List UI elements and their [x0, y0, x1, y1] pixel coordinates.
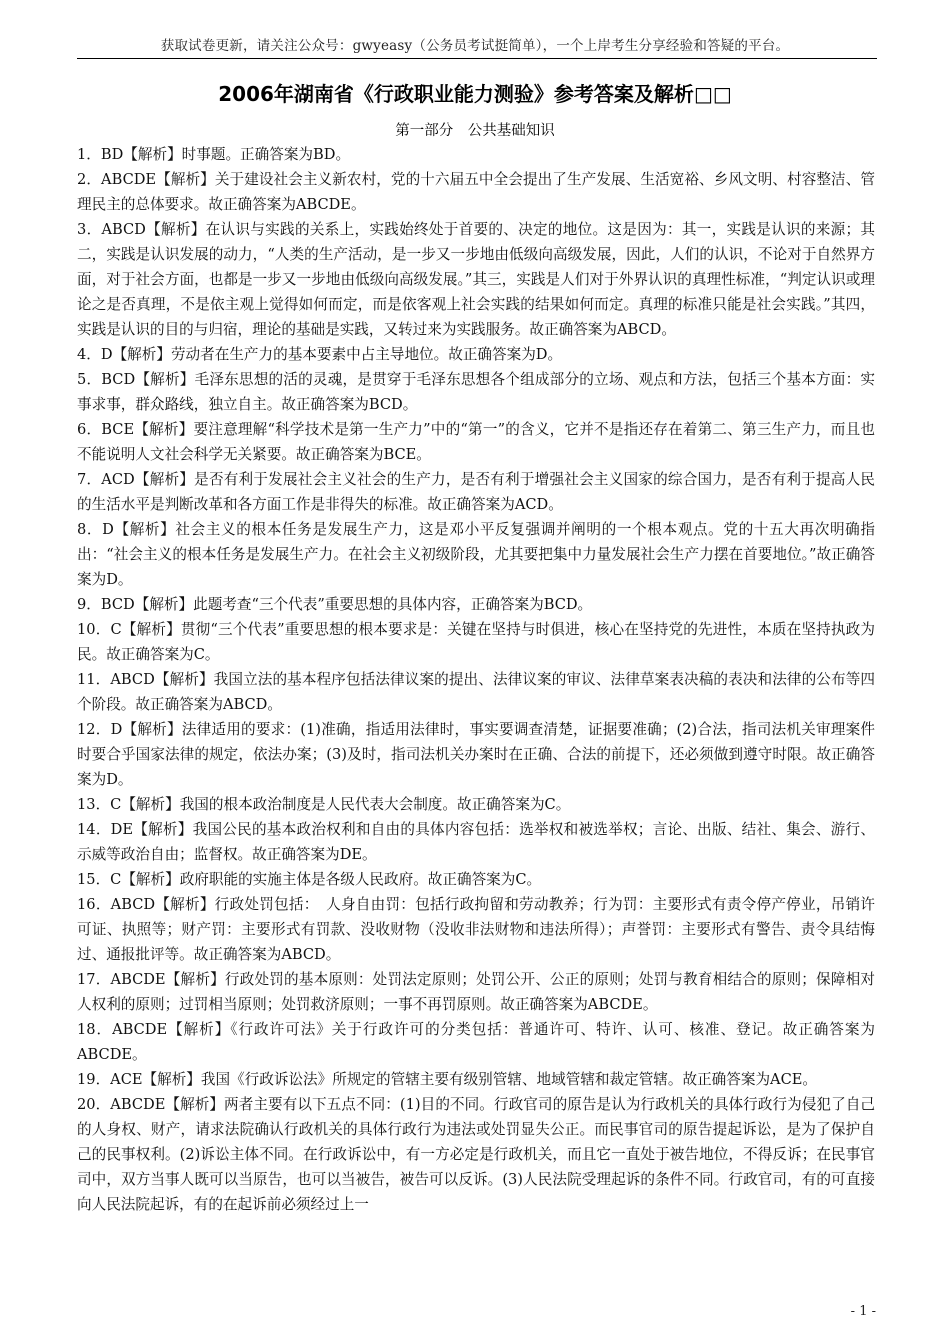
answer-item-1: 1．BD【解析】时事题。正确答案为BD。 [77, 146, 351, 163]
page-title [0, 78, 950, 107]
answer-item-3: 3．ABCD【解析】在认识与实践的关系上，实践始终处于首要的、决定的地位。这是因为：其一，实践是认识的来源；其二，实践是认识发展的动力，“人类的生产活动，是一步又一步地由低级向高级发展，因此，人们的认识，不论对于自然界方面，对于社会方面，也都是一步又一步地由低级向高级发展。”其三，实践是人们对于外界认识的真理性标准，“判定认识或理论之是否真理，不是依主观上觉得如何而定，而是依客观上社会实践的结果如何而定。真理的标准只能是社会实践。”其四，实践是认识的目的与归宿，理论的基础是实践，又转过来为实践服务。故正确答案为ABCD。 [77, 221, 875, 338]
answer-item-15: 15．C【解析】政府职能的实施主体是各级人民政府。故正确答案为C。 [77, 871, 542, 888]
answer-item-10: 10．C【解析】贯彻“三个代表”重要思想的根本要求是：关键在坚持与时俱进，核心在坚持党的先进性，本质在坚持执政为民。故正确答案为C。 [77, 621, 875, 663]
answer-item-17: 17．ABCDE【解析】行政处罚的基本原则：处罚法定原则；处罚公开、公正的原则；处罚与教育相结合的原则；保障相对人权利的原则；过罚相当原则；处罚救济原则；一事不再罚原则。故正确答案为ABCDE。 [77, 971, 875, 1013]
answer-item-11: 11．ABCD【解析】我国立法的基本程序包括法律议案的提出、法律议案的审议、法律草案表决稿的表决和法律的公布等四个阶段。故正确答案为ABCD。 [77, 671, 875, 713]
answer-item-14: 14．DE【解析】我国公民的基本政治权利和自由的具体内容包括：选举权和被选举权；言论、出版、结社、集会、游行、示威等政治自由；监督权。故正确答案为DE。 [77, 821, 875, 863]
answer-item-12: 12．D【解析】法律适用的要求：(1)准确，指适用法律时，事实要调查清楚，证据要准确；(2)合法，指司法机关审理案件时要合乎国家法律的规定，依法办案；(3)及时，指司法机关办案时在正确、合法的前提下，还必须做到遵守时限。故正确答案为D。 [77, 721, 875, 788]
answer-item-19: 19．ACE【解析】我国《行政诉讼法》所规定的管辖主要有级别管辖、地域管辖和裁定管辖。故正确答案为ACE。 [77, 1071, 818, 1088]
answer-item-5: 5．BCD【解析】毛泽东思想的活的灵魂，是贯穿于毛泽东思想各个组成部分的立场、观点和方法，包括三个基本方面：实事求事，群众路线，独立自主。故正确答案为BCD。 [77, 371, 875, 413]
answer-item-16: 16．ABCD【解析】行政处罚包括： 人身自由罚：包括行政拘留和劳动教养；行为罚：主要形式有责令停产停业，吊销许可证、执照等；财产罚：主要形式有罚款、没收财物（没收非法财物和违法所得）；声誉罚：主要形式有警告、责令具结悔过、通报批评等。故正确答案为ABCD。 [77, 896, 875, 963]
title-suffix-glyphs: □□ [693, 82, 732, 106]
header-note: 获取试卷更新，请关注公众号：gwyeasy（公务员考试挺简单），一个上岸考生分享经验和答疑的平台。 [160, 38, 790, 54]
page-number: - 1 - [850, 1304, 876, 1319]
answer-item-8: 8．D【解析】社会主义的根本任务是发展生产力，这是邓小平反复强调并阐明的一个根本观点。党的十五大再次明确指出：“社会主义的根本任务是发展生产力。在社会主义初级阶段，尤其要把集中力量发展社会生产力摆在首要地位。”故正确答案为D。 [77, 521, 875, 588]
answer-item-4: 4．D【解析】劳动者在生产力的基本要素中占主导地位。故正确答案为D。 [77, 346, 563, 363]
answer-item-2: 2．ABCDE【解析】关于建设社会主义新农村，党的十六届五中全会提出了生产发展、生活宽裕、乡风文明、村容整洁、管理民主的总体要求。故正确答案为ABCDE。 [77, 171, 875, 213]
answer-item-7: 7．ACD【解析】是否有利于发展社会主义社会的生产力，是否有利于增强社会主义国家的综合国力，是否有利于提高人民的生活水平是判断改革和各方面工作是非得失的标准。故正确答案为ACD。 [77, 471, 875, 513]
answer-item-18: 18．ABCDE【解析】《行政许可法》关于行政许可的分类包括：普通许可、特许、认可、核准、登记。故正确答案为ABCDE。 [77, 1021, 875, 1063]
section-heading: 第一部分 公共基础知识 [395, 123, 555, 139]
answer-item-9: 9．BCD【解析】此题考查“三个代表”重要思想的具体内容，正确答案为BCD。 [77, 596, 593, 613]
answer-item-13: 13．C【解析】我国的根本政治制度是人民代表大会制度。故正确答案为C。 [77, 796, 571, 813]
title-text: 2006年湖南省《行政职业能力测验》参考答案及解析 [218, 82, 694, 106]
answer-item-6: 6．BCE【解析】要注意理解“科学技术是第一生产力”中的“第一”的含义，它并不是指还存在着第二、第三生产力，而且也不能说明人文社会科学无关紧要。故正确答案为BCE。 [77, 421, 875, 463]
header-divider [77, 58, 877, 59]
answer-list [77, 142, 875, 1217]
answer-item-20: 20．ABCDE【解析】两者主要有以下五点不同：(1)目的不同。行政官司的原告是认为行政机关的具体行政行为侵犯了自己的人身权、财产，请求法院确认行政机关的具体行政行为违法或处罚显失公正。而民事官司的原告提起诉讼，是为了保护自己的民事权利。(2)诉讼主体不同。在行政诉讼中，有一方必定是行政机关，而且它一直处于被告地位，不得反诉；在民事官司中，双方当事人既可以当原告，也可以当被告，被告可以反诉。(3)人民法院受理起诉的条件不同。行政官司，有的可直接向人民法院起诉，有的在起诉前必须经过上一 [77, 1096, 875, 1213]
